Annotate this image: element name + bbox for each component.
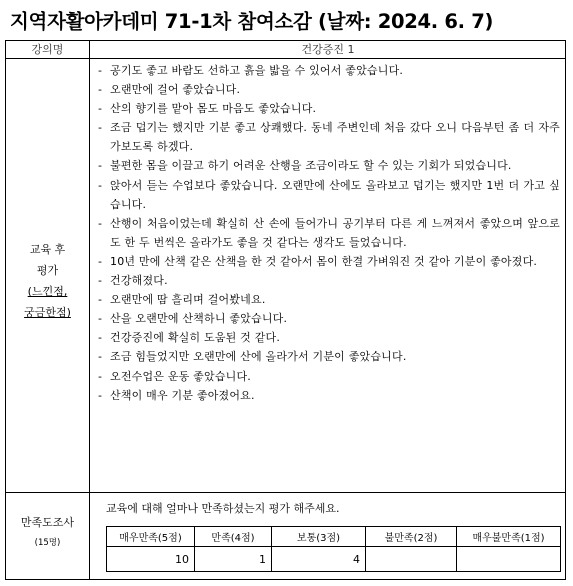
- bullet-dash: -: [98, 83, 103, 97]
- comment-text: 건강증진에 확실히 도움된 것 같다.: [110, 331, 281, 345]
- evaluation-label-line1: 교육 후: [29, 243, 66, 256]
- satisfaction-value-row: [107, 547, 561, 572]
- bullet-dash: -: [98, 254, 103, 268]
- feedback-form: [5, 40, 566, 580]
- comment-item: [98, 80, 560, 99]
- evaluation-label-line4: 궁금한점): [24, 306, 71, 319]
- page-title: 지역자활아카데미 71-1차 참여소감 (날짜: 2024. 6. 7): [10, 10, 494, 33]
- comment-item: [98, 347, 560, 366]
- comment-item: [98, 386, 560, 405]
- comment-text: 앉아서 듣는 수업보다 좋았습니다. 오랜만에 산에도 올라보고 덥기는 했지만 1번 더 가고 싶습니다.: [110, 178, 560, 211]
- course-name: 건강증진 1: [301, 43, 355, 56]
- comment-text: 오전수업은 운동 좋았습니다.: [110, 369, 252, 383]
- comment-item: [98, 99, 560, 118]
- satisfaction-col-neutral: 보통(3점): [272, 527, 366, 547]
- evaluation-label-line3: (느낀점,: [27, 285, 68, 298]
- comment-item: [98, 328, 560, 347]
- satisfaction-value-satisfied: 1: [195, 547, 272, 572]
- comment-text: 공기도 좋고 바람도 선하고 흙을 밟을 수 있어서 좋았습니다.: [110, 64, 404, 77]
- comment-text: 10년 만에 산책 같은 산책을 한 것 같아서 몸이 한결 가벼워진 것 같아 기분이 좋아졌다.: [110, 254, 538, 268]
- survey-divider: [6, 492, 565, 493]
- satisfaction-col-dissatisfied: 불만족(2점): [366, 527, 457, 547]
- comment-text: 조금 덥기는 했지만 기분 좋고 상쾌했다. 동네 주변인데 처음 갔다 오니 다음부턴 좀 더 자주 가보도록 하겠다.: [110, 121, 560, 154]
- bullet-dash: -: [98, 274, 103, 288]
- evaluation-label-line2: 평가: [36, 264, 59, 277]
- satisfaction-col-very-dissatisfied: 매우불만족(1점): [457, 527, 561, 547]
- bullet-dash: -: [98, 369, 103, 383]
- comment-item: [98, 252, 560, 271]
- bullet-dash: -: [98, 331, 103, 345]
- comment-item: [98, 156, 560, 175]
- bullet-dash: -: [98, 64, 103, 77]
- satisfaction-table: [106, 526, 561, 572]
- comment-item: [98, 176, 560, 214]
- comment-text: 조금 힘들었지만 오랜만에 산에 올라가서 기분이 좋았습니다.: [110, 350, 407, 364]
- comment-item: [98, 290, 560, 309]
- evaluation-label: [6, 239, 89, 323]
- satisfaction-value-neutral: 4: [272, 547, 366, 572]
- bullet-dash: -: [98, 102, 103, 116]
- header-divider: [6, 58, 565, 59]
- comment-item: [98, 118, 560, 156]
- comment-item: [98, 367, 560, 386]
- comment-text: 건강해졌다.: [110, 274, 168, 288]
- comment-text: 오랜만에 땀 흘리며 걸어봤네요.: [110, 293, 266, 307]
- course-label: 강의명: [31, 43, 64, 56]
- satisfaction-value-dissatisfied: [366, 547, 457, 572]
- comment-item: [98, 309, 560, 328]
- comment-text: 산의 향기를 맡아 몸도 마음도 좋았습니다.: [110, 102, 317, 116]
- survey-title: 만족도조사: [20, 516, 75, 529]
- satisfaction-value-very-dissatisfied: [457, 547, 561, 572]
- bullet-dash: -: [98, 121, 103, 135]
- bullet-dash: -: [98, 216, 103, 230]
- bullet-dash: -: [98, 159, 103, 173]
- comment-item: [98, 214, 560, 252]
- satisfaction-header-row: [107, 527, 561, 547]
- comment-item: [98, 271, 560, 290]
- survey-question: 교육에 대해 얼마나 만족하셨는지 평가 해주세요.: [106, 502, 340, 515]
- comment-item: [98, 61, 560, 80]
- comment-text: 불편한 몸을 이끌고 하기 어려운 산행을 조금이라도 할 수 있는 기회가 되었습니다.: [110, 159, 512, 173]
- survey-label: [6, 513, 89, 553]
- bullet-dash: -: [98, 178, 103, 192]
- comment-text: 산을 오랜만에 산책하니 좋았습니다.: [110, 312, 288, 326]
- satisfaction-col-satisfied: 만족(4점): [195, 527, 272, 547]
- bullet-dash: -: [98, 312, 103, 326]
- column-divider: [89, 41, 90, 579]
- comment-list: [98, 61, 560, 405]
- satisfaction-col-very-satisfied: 매우만족(5점): [107, 527, 195, 547]
- comment-text: 오랜만에 걸어 좋았습니다.: [110, 83, 241, 97]
- survey-respondent-count: (15명): [34, 538, 61, 548]
- satisfaction-value-very-satisfied: 10: [107, 547, 195, 572]
- comment-text: 산책이 매우 기분 좋아졌어요.: [110, 388, 255, 402]
- comment-text: 산행이 처음이었는데 확실히 산 손에 들어가니 공기부터 다른 게 느껴져서 좋았으며 앞으로도 한 두 번씩은 올라가도 좋을 것 같다는 생각도 들었습니다.: [110, 216, 560, 249]
- bullet-dash: -: [98, 293, 103, 307]
- bullet-dash: -: [98, 388, 103, 402]
- bullet-dash: -: [98, 350, 103, 364]
